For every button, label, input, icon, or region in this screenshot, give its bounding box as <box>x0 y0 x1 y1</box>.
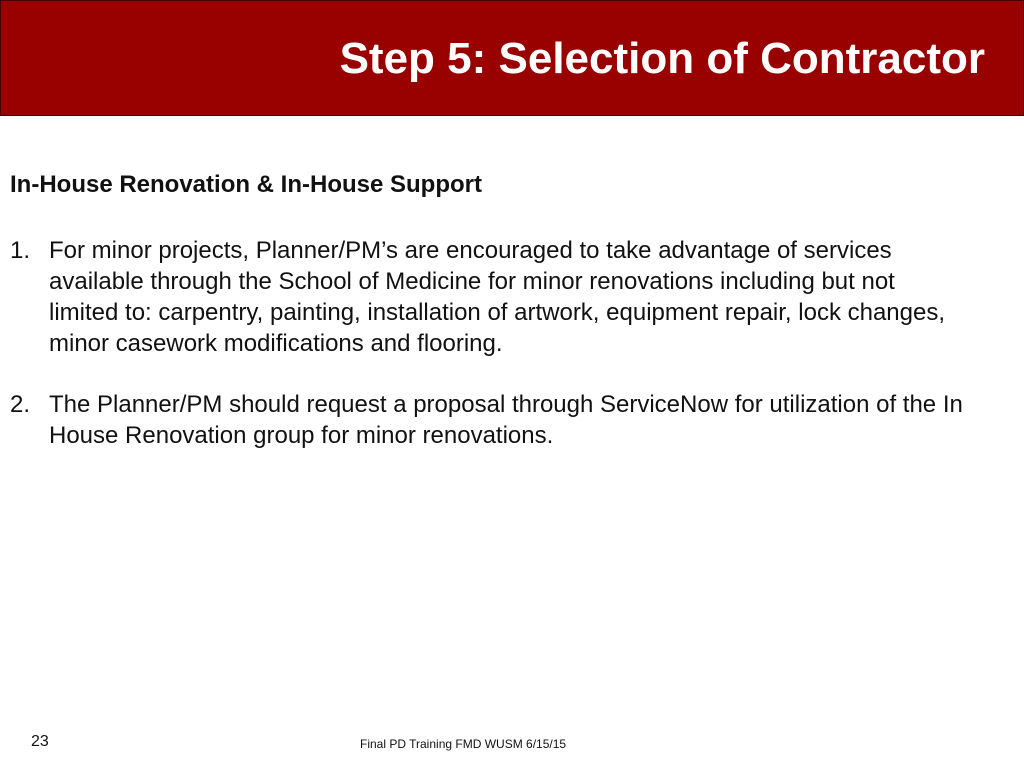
list-item-line: House Renovation group for minor renovations. <box>49 422 554 449</box>
footer-text: Final PD Training FMD WUSM 6/15/15 <box>360 737 567 751</box>
slide-title: Step 5: Selection of Contractor <box>339 34 985 83</box>
section-heading: In-House Renovation & In-House Support <box>10 171 482 198</box>
slide-content <box>10 168 1024 451</box>
numbered-list <box>10 235 1024 451</box>
list-item-line: available through the School of Medicine for minor renovations including but not <box>49 268 895 295</box>
list-item-line: The Planner/PM should request a proposal through ServiceNow for utilization of the In <box>49 391 963 418</box>
list-item-2 <box>10 389 1024 451</box>
list-item-number: 1. <box>10 237 31 264</box>
list-item-number: 2. <box>10 391 31 418</box>
title-banner <box>0 0 1024 116</box>
slide-number: 23 <box>31 733 49 750</box>
list-item-1 <box>10 235 1024 359</box>
list-item-line: For minor projects, Planner/PM’s are encouraged to take advantage of services <box>49 237 892 264</box>
list-item-line: limited to: carpentry, painting, installation of artwork, equipment repair, lock changes, <box>49 299 946 326</box>
list-item-line: minor casework modifications and flooring. <box>49 330 503 357</box>
